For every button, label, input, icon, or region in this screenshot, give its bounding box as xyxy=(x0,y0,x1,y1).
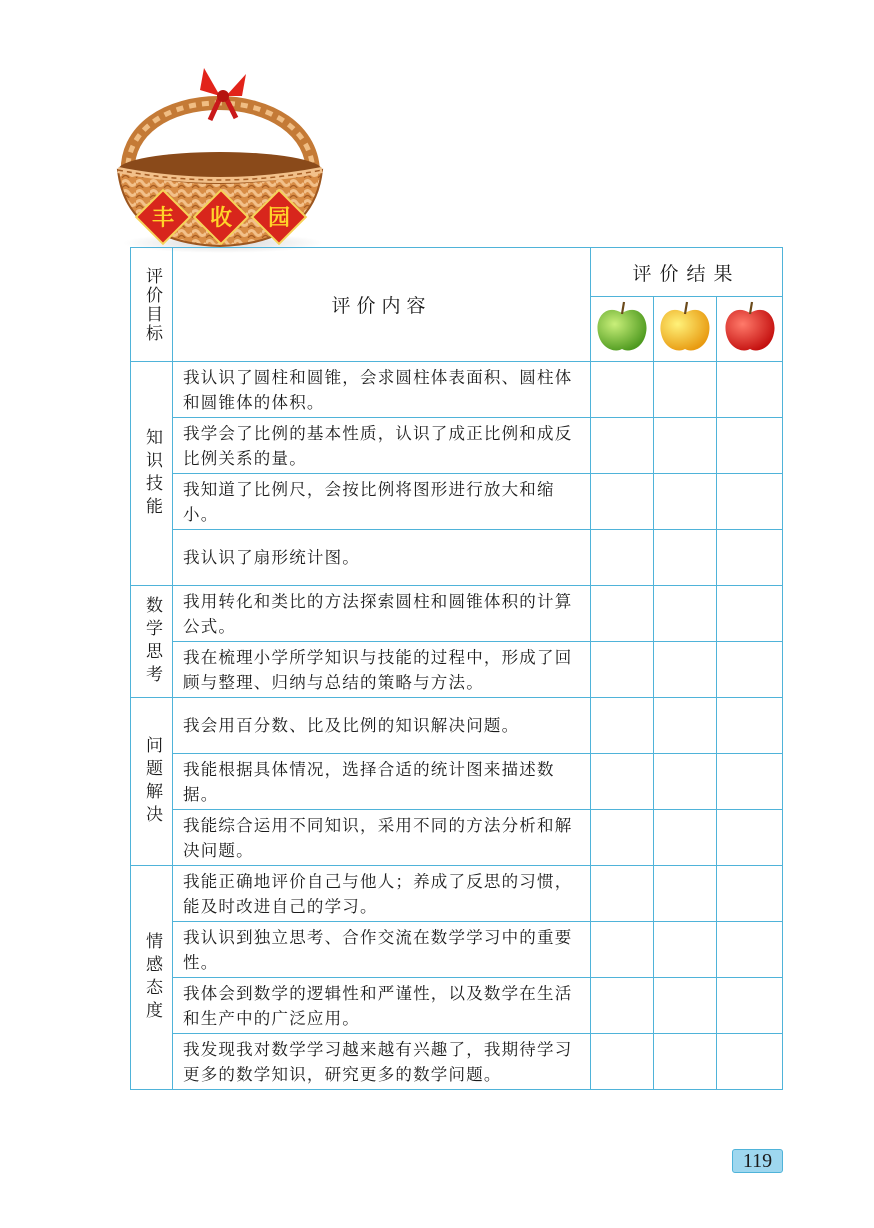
rating-cell[interactable] xyxy=(717,1034,783,1090)
table-row xyxy=(131,1034,783,1090)
table-row xyxy=(131,418,783,474)
rating-cell[interactable] xyxy=(591,530,654,586)
rating-cell[interactable] xyxy=(717,474,783,530)
item-text: 我能综合运用不同知识，采用不同的方法分析和解决问题。 xyxy=(173,810,591,866)
rating-cell[interactable] xyxy=(654,810,717,866)
rating-cell[interactable] xyxy=(591,642,654,698)
table-row xyxy=(131,922,783,978)
table-row xyxy=(131,586,783,642)
item-text: 我认识到独立思考、合作交流在数学学习中的重要性。 xyxy=(173,922,591,978)
rating-cell[interactable] xyxy=(654,754,717,810)
table-row xyxy=(131,474,783,530)
rating-cell[interactable] xyxy=(717,362,783,418)
table-row xyxy=(131,362,783,418)
item-text: 我体会到数学的逻辑性和严谨性，以及数学在生活和生产中的广泛应用。 xyxy=(173,978,591,1034)
goal-header: 评价目标 xyxy=(131,248,173,362)
rating-cell[interactable] xyxy=(654,530,717,586)
item-text: 我认识了扇形统计图。 xyxy=(173,530,591,586)
table-row xyxy=(131,530,783,586)
category-attitude: 情感态度 xyxy=(131,866,173,1090)
category-knowledge: 知识技能 xyxy=(131,362,173,586)
item-text: 我学会了比例的基本性质，认识了成正比例和成反比例关系的量。 xyxy=(173,418,591,474)
item-text: 我会用百分数、比及比例的知识解决问题。 xyxy=(173,698,591,754)
rating-cell[interactable] xyxy=(717,530,783,586)
rating-cell[interactable] xyxy=(717,586,783,642)
rating-cell[interactable] xyxy=(654,418,717,474)
rating-cell[interactable] xyxy=(654,1034,717,1090)
rating-cell[interactable] xyxy=(591,1034,654,1090)
rating-cell[interactable] xyxy=(717,698,783,754)
table-row xyxy=(131,810,783,866)
rating-cell[interactable] xyxy=(591,978,654,1034)
rating-cell[interactable] xyxy=(591,922,654,978)
item-text: 我能根据具体情况，选择合适的统计图来描述数据。 xyxy=(173,754,591,810)
rating-cell[interactable] xyxy=(654,922,717,978)
rating-cell[interactable] xyxy=(591,418,654,474)
item-text: 我用转化和类比的方法探索圆柱和圆锥体积的计算公式。 xyxy=(173,586,591,642)
rating-cell[interactable] xyxy=(654,866,717,922)
table-row xyxy=(131,698,783,754)
page-number: 119 xyxy=(732,1149,783,1173)
green-apple-icon xyxy=(591,297,654,362)
svg-text:园: 园 xyxy=(267,206,291,231)
rating-cell[interactable] xyxy=(717,866,783,922)
svg-text:收: 收 xyxy=(209,206,233,231)
rating-cell[interactable] xyxy=(717,418,783,474)
rating-cell[interactable] xyxy=(717,810,783,866)
rating-cell[interactable] xyxy=(591,362,654,418)
category-problem-solving: 问题解决 xyxy=(131,698,173,866)
rating-cell[interactable] xyxy=(591,810,654,866)
evaluation-table xyxy=(130,247,783,1090)
rating-cell[interactable] xyxy=(654,362,717,418)
rating-cell[interactable] xyxy=(591,474,654,530)
item-text: 我在梳理小学所学知识与技能的过程中，形成了回顾与整理、归纳与总结的策略与方法。 xyxy=(173,642,591,698)
rating-cell[interactable] xyxy=(654,978,717,1034)
rating-cell[interactable] xyxy=(654,642,717,698)
rating-cell[interactable] xyxy=(591,754,654,810)
content-header: 评价内容 xyxy=(173,248,591,362)
item-text: 我发现我对数学学习越来越有兴趣了，我期待学习更多的数学知识，研究更多的数学问题。 xyxy=(173,1034,591,1090)
item-text: 我认识了圆柱和圆锥，会求圆柱体表面积、圆柱体和圆锥体的体积。 xyxy=(173,362,591,418)
category-math-thinking: 数学思考 xyxy=(131,586,173,698)
table-row xyxy=(131,642,783,698)
rating-cell[interactable] xyxy=(654,698,717,754)
table-row xyxy=(131,754,783,810)
basket-illustration xyxy=(108,38,338,258)
rating-cell[interactable] xyxy=(591,698,654,754)
rating-cell[interactable] xyxy=(654,474,717,530)
rating-cell[interactable] xyxy=(654,586,717,642)
item-text: 我知道了比例尺，会按比例将图形进行放大和缩小。 xyxy=(173,474,591,530)
rating-cell[interactable] xyxy=(717,978,783,1034)
rating-cell[interactable] xyxy=(717,754,783,810)
item-text: 我能正确地评价自己与他人；养成了反思的习惯，能及时改进自己的学习。 xyxy=(173,866,591,922)
rating-cell[interactable] xyxy=(717,642,783,698)
table-row xyxy=(131,866,783,922)
rating-cell[interactable] xyxy=(717,922,783,978)
yellow-apple-icon xyxy=(654,297,717,362)
table-row xyxy=(131,978,783,1034)
svg-text:丰: 丰 xyxy=(151,206,175,231)
red-apple-icon xyxy=(717,297,783,362)
result-header: 评价结果 xyxy=(591,248,783,297)
rating-cell[interactable] xyxy=(591,586,654,642)
rating-cell[interactable] xyxy=(591,866,654,922)
